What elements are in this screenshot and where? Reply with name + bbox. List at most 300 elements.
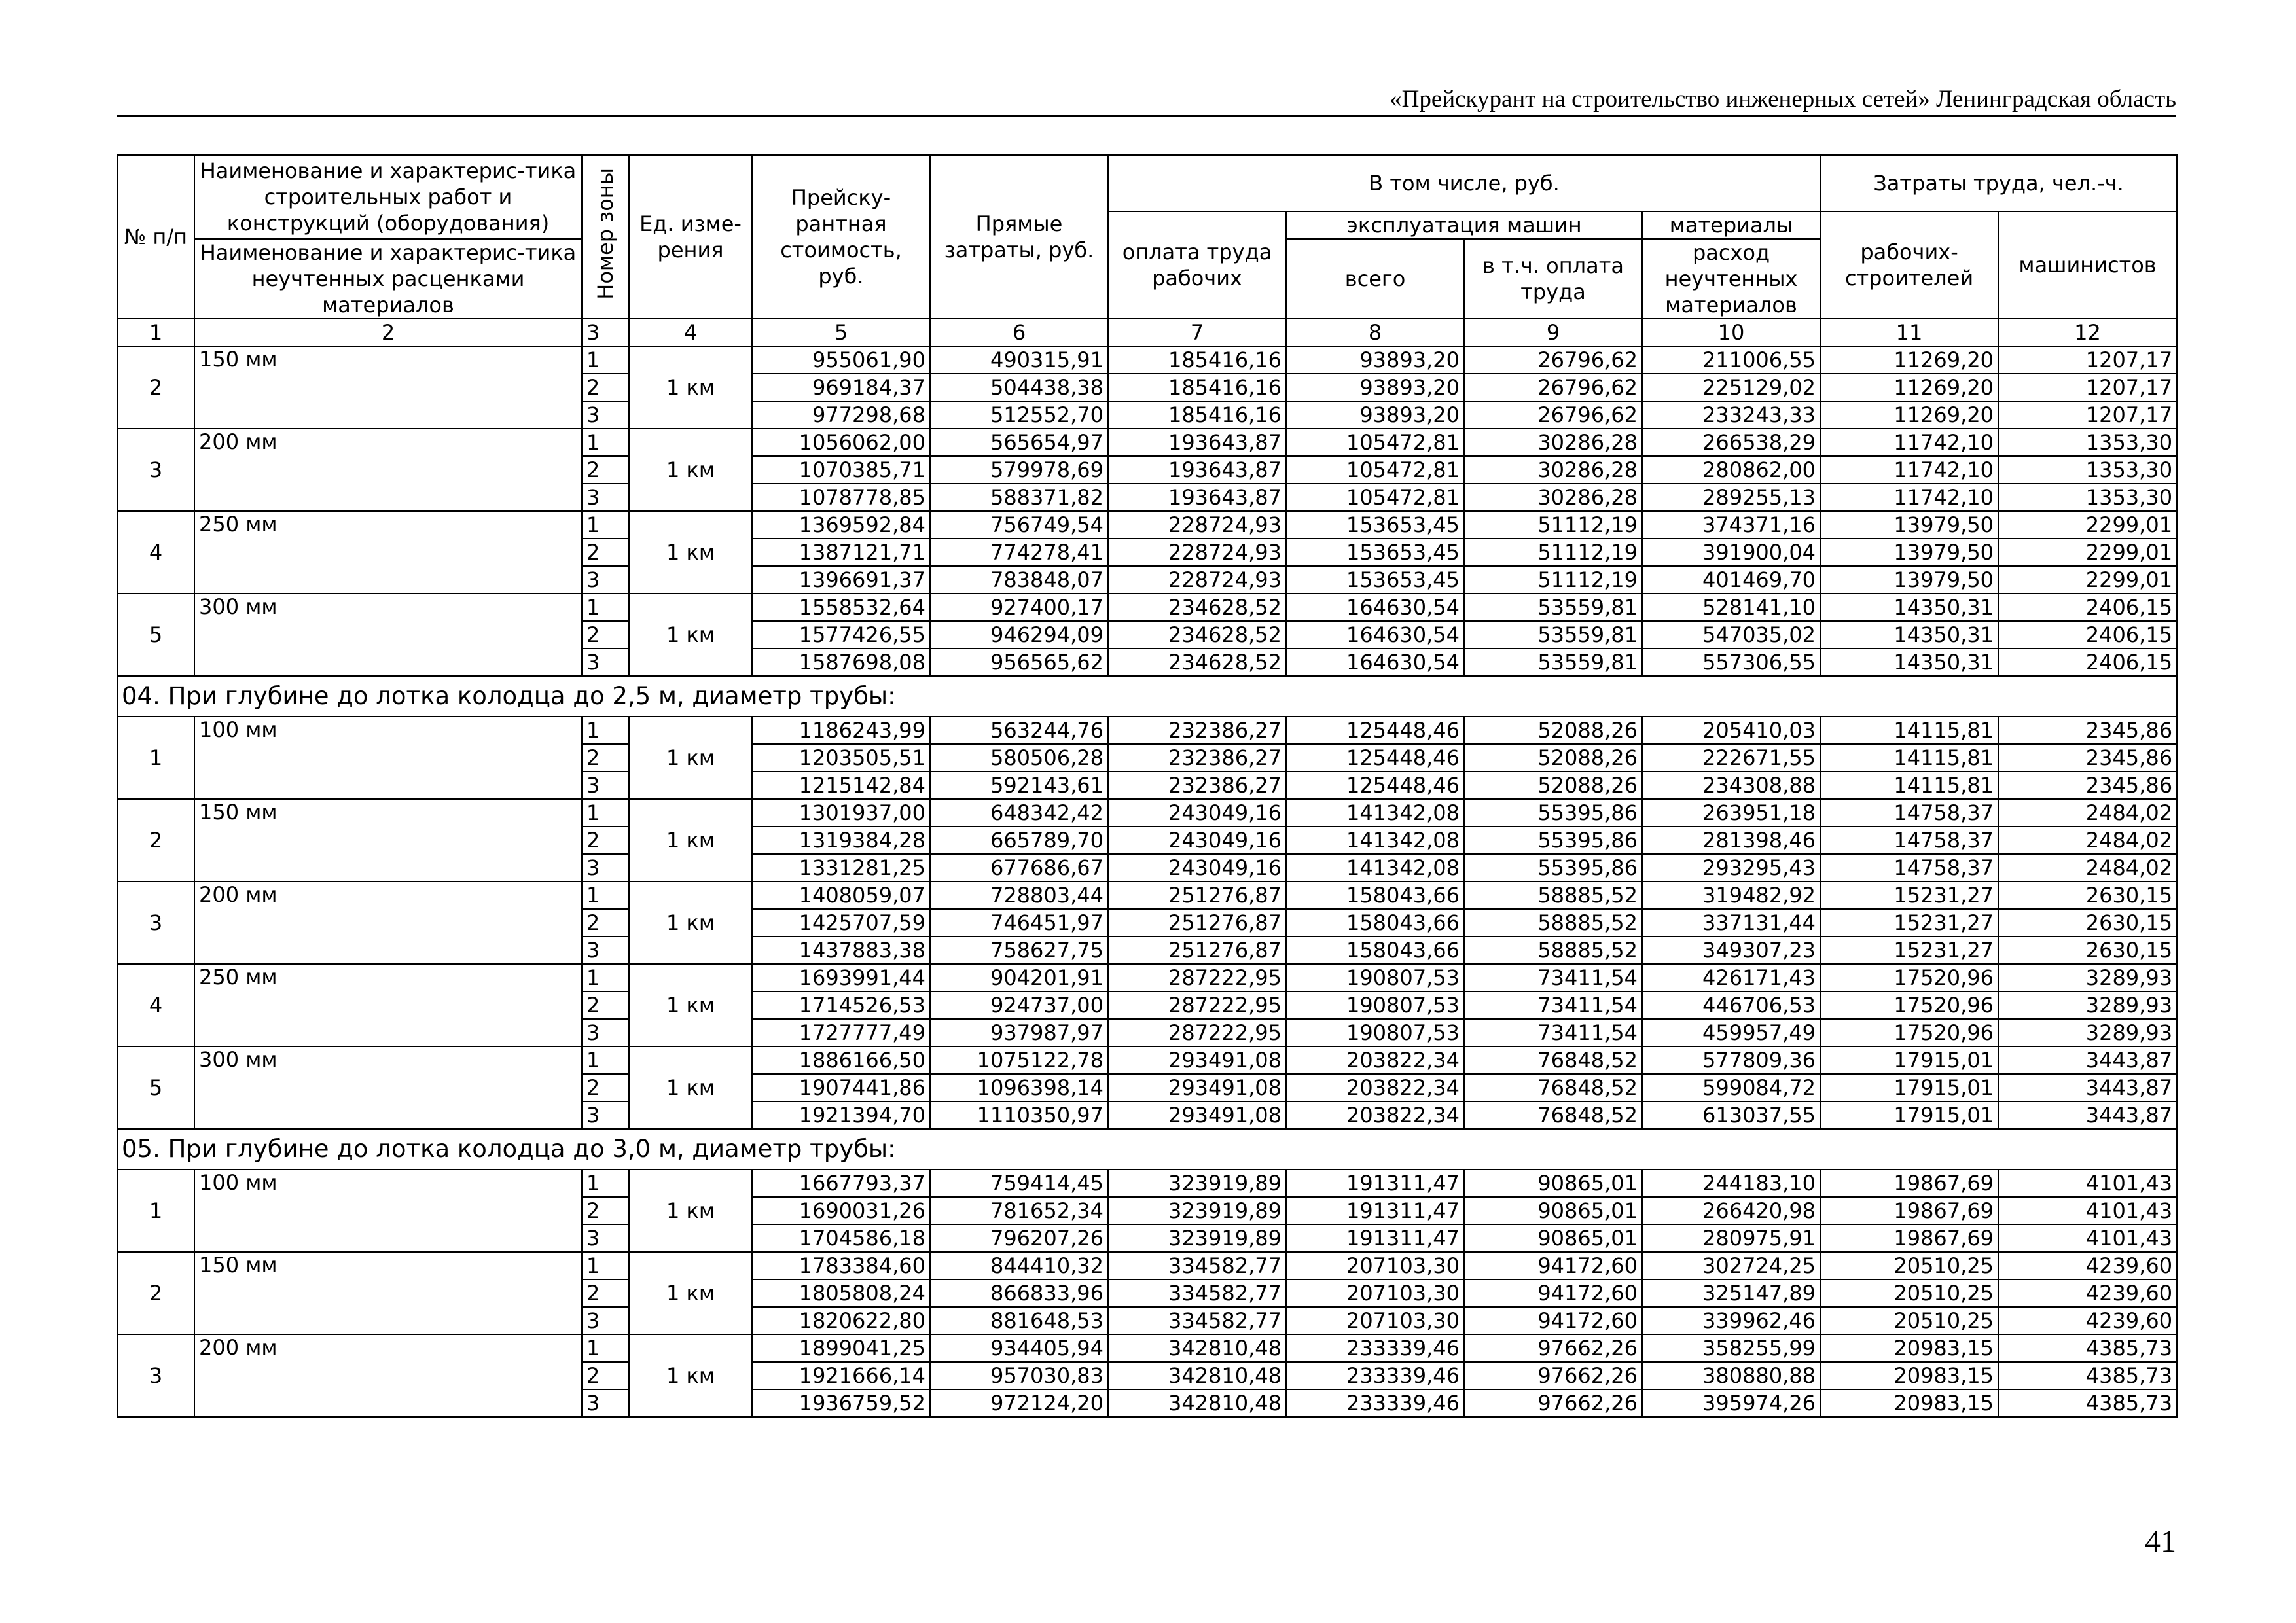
- price-cell: 1319384,28: [752, 827, 930, 854]
- labor-cost-cell: 251276,87: [1108, 909, 1286, 936]
- machines-total-cell: 158043,66: [1286, 909, 1464, 936]
- machines-total-cell: 153653,45: [1286, 511, 1464, 539]
- price-cell: 1936759,52: [752, 1389, 930, 1417]
- table-row: [117, 1334, 2177, 1362]
- machinists-hours-cell: 3289,93: [1998, 991, 2177, 1019]
- workers-hours-cell: 15231,27: [1820, 882, 1998, 909]
- price-cell: 1693991,44: [752, 964, 930, 991]
- price-cell: 1369592,84: [752, 511, 930, 539]
- unit-cell: 1 км: [629, 594, 752, 676]
- row-number: 2: [117, 1252, 194, 1334]
- machines-labor-cell: 55395,86: [1464, 827, 1642, 854]
- workers-hours-cell: 20510,25: [1820, 1252, 1998, 1279]
- header-including: В том числе, руб.: [1108, 155, 1820, 211]
- machines-labor-cell: 58885,52: [1464, 909, 1642, 936]
- machinists-hours-cell: 2299,01: [1998, 566, 2177, 594]
- direct-cost-cell: 728803,44: [930, 882, 1108, 909]
- machines-labor-cell: 76848,52: [1464, 1074, 1642, 1101]
- column-numbers-row: [117, 319, 2177, 346]
- header-machines: эксплуатация машин: [1286, 211, 1642, 239]
- price-cell: 1587698,08: [752, 649, 930, 676]
- labor-cost-cell: 251276,87: [1108, 882, 1286, 909]
- header-name-bottom: Наименование и характерис-тика неучтенных расценками материалов: [194, 239, 582, 319]
- row-number: 5: [117, 594, 194, 676]
- labor-cost-cell: 228724,93: [1108, 511, 1286, 539]
- machines-total-cell: 105472,81: [1286, 484, 1464, 511]
- unit-cell: 1 км: [629, 1334, 752, 1417]
- price-cell: 1215142,84: [752, 772, 930, 799]
- machines-labor-cell: 97662,26: [1464, 1389, 1642, 1417]
- machines-total-cell: 105472,81: [1286, 429, 1464, 456]
- labor-cost-cell: 287222,95: [1108, 991, 1286, 1019]
- table-row: [117, 1046, 2177, 1074]
- zone-cell: 3: [582, 1389, 629, 1417]
- row-number: 5: [117, 1046, 194, 1129]
- row-number: 1: [117, 1169, 194, 1252]
- machines-labor-cell: 97662,26: [1464, 1362, 1642, 1389]
- labor-cost-cell: 234628,52: [1108, 594, 1286, 621]
- materials-cell: 266538,29: [1642, 429, 1820, 456]
- price-cell: 969184,37: [752, 374, 930, 401]
- zone-cell: 2: [582, 1362, 629, 1389]
- machines-total-cell: 191311,47: [1286, 1224, 1464, 1252]
- zone-cell: 3: [582, 566, 629, 594]
- materials-cell: 234308,88: [1642, 772, 1820, 799]
- unit-cell: 1 км: [629, 799, 752, 882]
- machines-labor-cell: 30286,28: [1464, 484, 1642, 511]
- column-number: 7: [1108, 319, 1286, 346]
- workers-hours-cell: 14350,31: [1820, 621, 1998, 649]
- item-name: 100 мм: [194, 1169, 582, 1252]
- direct-cost-cell: 512552,70: [930, 401, 1108, 429]
- machinists-hours-cell: 3289,93: [1998, 964, 2177, 991]
- unit-cell: 1 км: [629, 964, 752, 1046]
- workers-hours-cell: 20983,15: [1820, 1334, 1998, 1362]
- labor-cost-cell: 193643,87: [1108, 456, 1286, 484]
- workers-hours-cell: 19867,69: [1820, 1197, 1998, 1224]
- zone-cell: 1: [582, 717, 629, 744]
- header-price: Прейску-рантная стоимость, руб.: [752, 155, 930, 319]
- zone-cell: 3: [582, 1019, 629, 1046]
- price-cell: 1301937,00: [752, 799, 930, 827]
- direct-cost-cell: 490315,91: [930, 346, 1108, 374]
- zone-cell: 3: [582, 1224, 629, 1252]
- machines-total-cell: 190807,53: [1286, 991, 1464, 1019]
- direct-cost-cell: 946294,09: [930, 621, 1108, 649]
- machinists-hours-cell: 4385,73: [1998, 1362, 2177, 1389]
- machines-total-cell: 153653,45: [1286, 539, 1464, 566]
- machines-labor-cell: 58885,52: [1464, 882, 1642, 909]
- direct-cost-cell: 588371,82: [930, 484, 1108, 511]
- zone-cell: 1: [582, 511, 629, 539]
- workers-hours-cell: 14115,81: [1820, 744, 1998, 772]
- zone-cell: 2: [582, 621, 629, 649]
- header-direct: Прямые затраты, руб.: [930, 155, 1108, 319]
- machinists-hours-cell: 2345,86: [1998, 744, 2177, 772]
- column-number: 9: [1464, 319, 1642, 346]
- price-cell: 1396691,37: [752, 566, 930, 594]
- machines-total-cell: 190807,53: [1286, 964, 1464, 991]
- labor-cost-cell: 185416,16: [1108, 374, 1286, 401]
- header-workers: рабочих-строителей: [1820, 211, 1998, 319]
- unit-cell: 1 км: [629, 882, 752, 964]
- zone-cell: 2: [582, 744, 629, 772]
- price-cell: 1921666,14: [752, 1362, 930, 1389]
- machinists-hours-cell: 2406,15: [1998, 649, 2177, 676]
- item-name: 300 мм: [194, 594, 582, 676]
- unit-cell: 1 км: [629, 1169, 752, 1252]
- direct-cost-cell: 563244,76: [930, 717, 1108, 744]
- machinists-hours-cell: 1353,30: [1998, 429, 2177, 456]
- direct-cost-cell: 956565,62: [930, 649, 1108, 676]
- price-cell: 1437883,38: [752, 936, 930, 964]
- direct-cost-cell: 504438,38: [930, 374, 1108, 401]
- machines-total-cell: 125448,46: [1286, 772, 1464, 799]
- row-number: 2: [117, 799, 194, 882]
- machines-total-cell: 158043,66: [1286, 882, 1464, 909]
- direct-cost-cell: 746451,97: [930, 909, 1108, 936]
- machinists-hours-cell: 4101,43: [1998, 1169, 2177, 1197]
- labor-cost-cell: 323919,89: [1108, 1169, 1286, 1197]
- page-header: «Прейскурант на строительство инженерных сетей» Ленинградская область: [1390, 86, 2176, 113]
- labor-cost-cell: 251276,87: [1108, 936, 1286, 964]
- machinists-hours-cell: 1207,17: [1998, 374, 2177, 401]
- machines-total-cell: 203822,34: [1286, 1101, 1464, 1129]
- workers-hours-cell: 14350,31: [1820, 649, 1998, 676]
- machines-labor-cell: 94172,60: [1464, 1252, 1642, 1279]
- direct-cost-cell: 565654,97: [930, 429, 1108, 456]
- price-cell: 1577426,55: [752, 621, 930, 649]
- zone-cell: 2: [582, 909, 629, 936]
- workers-hours-cell: 19867,69: [1820, 1169, 1998, 1197]
- column-number: 2: [194, 319, 582, 346]
- row-number: 4: [117, 511, 194, 594]
- machines-labor-cell: 52088,26: [1464, 744, 1642, 772]
- direct-cost-cell: 927400,17: [930, 594, 1108, 621]
- workers-hours-cell: 20983,15: [1820, 1389, 1998, 1417]
- materials-cell: 205410,03: [1642, 717, 1820, 744]
- header-num: № п/п: [117, 155, 194, 319]
- machines-total-cell: 164630,54: [1286, 594, 1464, 621]
- machines-labor-cell: 90865,01: [1464, 1169, 1642, 1197]
- machines-total-cell: 158043,66: [1286, 936, 1464, 964]
- item-name: 200 мм: [194, 1334, 582, 1417]
- direct-cost-cell: 580506,28: [930, 744, 1108, 772]
- zone-cell: 3: [582, 401, 629, 429]
- column-number: 8: [1286, 319, 1464, 346]
- machines-labor-cell: 53559,81: [1464, 621, 1642, 649]
- materials-cell: 358255,99: [1642, 1334, 1820, 1362]
- machinists-hours-cell: 4385,73: [1998, 1334, 2177, 1362]
- machinists-hours-cell: 1207,17: [1998, 346, 2177, 374]
- machines-labor-cell: 26796,62: [1464, 374, 1642, 401]
- machines-total-cell: 153653,45: [1286, 566, 1464, 594]
- machines-total-cell: 233339,46: [1286, 1389, 1464, 1417]
- machines-labor-cell: 97662,26: [1464, 1334, 1642, 1362]
- workers-hours-cell: 14758,37: [1820, 799, 1998, 827]
- labor-cost-cell: 232386,27: [1108, 744, 1286, 772]
- machines-total-cell: 203822,34: [1286, 1046, 1464, 1074]
- materials-cell: 613037,55: [1642, 1101, 1820, 1129]
- machines-labor-cell: 51112,19: [1464, 511, 1642, 539]
- materials-cell: 547035,02: [1642, 621, 1820, 649]
- materials-cell: 233243,33: [1642, 401, 1820, 429]
- price-cell: 1056062,00: [752, 429, 930, 456]
- table-row: [117, 964, 2177, 991]
- machines-labor-cell: 53559,81: [1464, 594, 1642, 621]
- machinists-hours-cell: 2345,86: [1998, 717, 2177, 744]
- labor-cost-cell: 243049,16: [1108, 854, 1286, 882]
- row-number: 1: [117, 717, 194, 799]
- workers-hours-cell: 11269,20: [1820, 346, 1998, 374]
- table-row: [117, 799, 2177, 827]
- machines-labor-cell: 94172,60: [1464, 1279, 1642, 1307]
- item-name: 150 мм: [194, 799, 582, 882]
- header-materials: материалы: [1642, 211, 1820, 239]
- machinists-hours-cell: 1207,17: [1998, 401, 2177, 429]
- price-cell: 1727777,49: [752, 1019, 930, 1046]
- machines-total-cell: 164630,54: [1286, 621, 1464, 649]
- labor-cost-cell: 334582,77: [1108, 1279, 1286, 1307]
- item-name: 300 мм: [194, 1046, 582, 1129]
- machinists-hours-cell: 4101,43: [1998, 1197, 2177, 1224]
- direct-cost-cell: 1096398,14: [930, 1074, 1108, 1101]
- table-row: [117, 594, 2177, 621]
- column-number: 11: [1820, 319, 1998, 346]
- machines-total-cell: 125448,46: [1286, 744, 1464, 772]
- unit-cell: 1 км: [629, 717, 752, 799]
- machines-labor-cell: 26796,62: [1464, 401, 1642, 429]
- column-number: 5: [752, 319, 930, 346]
- materials-cell: 349307,23: [1642, 936, 1820, 964]
- price-cell: 1783384,60: [752, 1252, 930, 1279]
- labor-cost-cell: 293491,08: [1108, 1046, 1286, 1074]
- column-number: 12: [1998, 319, 2177, 346]
- machines-labor-cell: 52088,26: [1464, 717, 1642, 744]
- machines-labor-cell: 94172,60: [1464, 1307, 1642, 1334]
- price-cell: 1704586,18: [752, 1224, 930, 1252]
- zone-cell: 1: [582, 594, 629, 621]
- labor-cost-cell: 293491,08: [1108, 1101, 1286, 1129]
- labor-cost-cell: 228724,93: [1108, 566, 1286, 594]
- machinists-hours-cell: 2630,15: [1998, 909, 2177, 936]
- materials-cell: 302724,25: [1642, 1252, 1820, 1279]
- column-number: 6: [930, 319, 1108, 346]
- machines-labor-cell: 76848,52: [1464, 1101, 1642, 1129]
- zone-cell: 1: [582, 799, 629, 827]
- direct-cost-cell: 904201,91: [930, 964, 1108, 991]
- direct-cost-cell: 937987,97: [930, 1019, 1108, 1046]
- workers-hours-cell: 17915,01: [1820, 1074, 1998, 1101]
- materials-cell: 325147,89: [1642, 1279, 1820, 1307]
- workers-hours-cell: 14350,31: [1820, 594, 1998, 621]
- materials-cell: 577809,36: [1642, 1046, 1820, 1074]
- zone-cell: 2: [582, 1197, 629, 1224]
- header-name-top: Наименование и характерис-тика строительных работ и конструкций (оборудования): [194, 155, 582, 239]
- machinists-hours-cell: 3443,87: [1998, 1046, 2177, 1074]
- unit-cell: 1 км: [629, 1252, 752, 1334]
- machines-labor-cell: 55395,86: [1464, 799, 1642, 827]
- zone-cell: 1: [582, 429, 629, 456]
- zone-cell: 1: [582, 1334, 629, 1362]
- zone-cell: 2: [582, 374, 629, 401]
- zone-cell: 3: [582, 936, 629, 964]
- machines-total-cell: 207103,30: [1286, 1252, 1464, 1279]
- header-machinists: машинистов: [1998, 211, 2177, 319]
- labor-cost-cell: 334582,77: [1108, 1252, 1286, 1279]
- price-cell: 1907441,86: [752, 1074, 930, 1101]
- labor-cost-cell: 193643,87: [1108, 429, 1286, 456]
- column-number: 10: [1642, 319, 1820, 346]
- workers-hours-cell: 15231,27: [1820, 909, 1998, 936]
- table-row: [117, 1252, 2177, 1279]
- workers-hours-cell: 11742,10: [1820, 456, 1998, 484]
- page-number: 41: [2145, 1524, 2176, 1559]
- zone-cell: 3: [582, 854, 629, 882]
- price-cell: 1203505,51: [752, 744, 930, 772]
- row-number: 4: [117, 964, 194, 1046]
- machinists-hours-cell: 2484,02: [1998, 827, 2177, 854]
- zone-cell: 1: [582, 964, 629, 991]
- item-name: 250 мм: [194, 511, 582, 594]
- direct-cost-cell: 924737,00: [930, 991, 1108, 1019]
- machines-labor-cell: 55395,86: [1464, 854, 1642, 882]
- materials-cell: 293295,43: [1642, 854, 1820, 882]
- machines-total-cell: 203822,34: [1286, 1074, 1464, 1101]
- zone-cell: 2: [582, 539, 629, 566]
- price-cell: 1387121,71: [752, 539, 930, 566]
- machines-total-cell: 233339,46: [1286, 1334, 1464, 1362]
- unit-cell: 1 км: [629, 429, 752, 511]
- materials-cell: 395974,26: [1642, 1389, 1820, 1417]
- column-number: 4: [629, 319, 752, 346]
- price-cell: 1070385,71: [752, 456, 930, 484]
- price-cell: 977298,68: [752, 401, 930, 429]
- materials-cell: 391900,04: [1642, 539, 1820, 566]
- price-cell: 1690031,26: [752, 1197, 930, 1224]
- workers-hours-cell: 13979,50: [1820, 539, 1998, 566]
- materials-cell: 528141,10: [1642, 594, 1820, 621]
- workers-hours-cell: 15231,27: [1820, 936, 1998, 964]
- machines-labor-cell: 51112,19: [1464, 566, 1642, 594]
- labor-cost-cell: 287222,95: [1108, 964, 1286, 991]
- section-header-row: [117, 1129, 2177, 1169]
- machinists-hours-cell: 2484,02: [1998, 799, 2177, 827]
- machines-total-cell: 233339,46: [1286, 1362, 1464, 1389]
- materials-cell: 401469,70: [1642, 566, 1820, 594]
- materials-cell: 280862,00: [1642, 456, 1820, 484]
- workers-hours-cell: 13979,50: [1820, 511, 1998, 539]
- direct-cost-cell: 648342,42: [930, 799, 1108, 827]
- header-zone: [582, 155, 629, 319]
- labor-cost-cell: 287222,95: [1108, 1019, 1286, 1046]
- machines-total-cell: 93893,20: [1286, 374, 1464, 401]
- direct-cost-cell: 579978,69: [930, 456, 1108, 484]
- labor-cost-cell: 228724,93: [1108, 539, 1286, 566]
- workers-hours-cell: 14115,81: [1820, 772, 1998, 799]
- header-machines-labor: в т.ч. оплата труда: [1464, 239, 1642, 319]
- price-cell: 1667793,37: [752, 1169, 930, 1197]
- direct-cost-cell: 957030,83: [930, 1362, 1108, 1389]
- materials-cell: 337131,44: [1642, 909, 1820, 936]
- header-labor: Затраты труда, чел.-ч.: [1820, 155, 2177, 211]
- workers-hours-cell: 17520,96: [1820, 991, 1998, 1019]
- machines-labor-cell: 53559,81: [1464, 649, 1642, 676]
- price-cell: 1820622,80: [752, 1307, 930, 1334]
- zone-cell: 3: [582, 484, 629, 511]
- materials-cell: 426171,43: [1642, 964, 1820, 991]
- row-number: 3: [117, 1334, 194, 1417]
- labor-cost-cell: 323919,89: [1108, 1197, 1286, 1224]
- table-body: [117, 319, 2177, 1417]
- machinists-hours-cell: 4385,73: [1998, 1389, 2177, 1417]
- materials-cell: 339962,46: [1642, 1307, 1820, 1334]
- column-number: 3: [582, 319, 629, 346]
- machines-total-cell: 207103,30: [1286, 1307, 1464, 1334]
- unit-cell: 1 км: [629, 346, 752, 429]
- direct-cost-cell: 758627,75: [930, 936, 1108, 964]
- machines-labor-cell: 51112,19: [1464, 539, 1642, 566]
- row-number: 3: [117, 882, 194, 964]
- table-row: [117, 882, 2177, 909]
- header-materials-sub: расход неучтенных материалов: [1642, 239, 1820, 319]
- column-number: 1: [117, 319, 194, 346]
- direct-cost-cell: 866833,96: [930, 1279, 1108, 1307]
- machinists-hours-cell: 3289,93: [1998, 1019, 2177, 1046]
- labor-cost-cell: 243049,16: [1108, 827, 1286, 854]
- labor-cost-cell: 342810,48: [1108, 1362, 1286, 1389]
- header-labor-cost: оплата труда рабочих: [1108, 211, 1286, 319]
- machines-total-cell: 93893,20: [1286, 401, 1464, 429]
- materials-cell: 380880,88: [1642, 1362, 1820, 1389]
- item-name: 100 мм: [194, 717, 582, 799]
- table-row: [117, 717, 2177, 744]
- price-cell: 1886166,50: [752, 1046, 930, 1074]
- workers-hours-cell: 17915,01: [1820, 1046, 1998, 1074]
- machines-total-cell: 141342,08: [1286, 854, 1464, 882]
- machines-total-cell: 191311,47: [1286, 1197, 1464, 1224]
- machines-labor-cell: 30286,28: [1464, 429, 1642, 456]
- labor-cost-cell: 293491,08: [1108, 1074, 1286, 1101]
- machines-total-cell: 93893,20: [1286, 346, 1464, 374]
- item-name: 150 мм: [194, 1252, 582, 1334]
- materials-cell: 263951,18: [1642, 799, 1820, 827]
- table-row: [117, 429, 2177, 456]
- workers-hours-cell: 14758,37: [1820, 827, 1998, 854]
- machines-total-cell: 190807,53: [1286, 1019, 1464, 1046]
- materials-cell: 459957,49: [1642, 1019, 1820, 1046]
- row-number: 2: [117, 346, 194, 429]
- zone-cell: 1: [582, 1046, 629, 1074]
- machinists-hours-cell: 2406,15: [1998, 594, 2177, 621]
- materials-cell: 319482,92: [1642, 882, 1820, 909]
- machinists-hours-cell: 1353,30: [1998, 484, 2177, 511]
- workers-hours-cell: 20510,25: [1820, 1279, 1998, 1307]
- zone-cell: 1: [582, 882, 629, 909]
- price-cell: 1805808,24: [752, 1279, 930, 1307]
- machines-labor-cell: 52088,26: [1464, 772, 1642, 799]
- direct-cost-cell: 756749,54: [930, 511, 1108, 539]
- zone-cell: 3: [582, 1101, 629, 1129]
- machines-total-cell: 191311,47: [1286, 1169, 1464, 1197]
- machines-labor-cell: 73411,54: [1464, 964, 1642, 991]
- machinists-hours-cell: 2299,01: [1998, 539, 2177, 566]
- machinists-hours-cell: 4239,60: [1998, 1279, 2177, 1307]
- direct-cost-cell: 665789,70: [930, 827, 1108, 854]
- price-cell: 955061,90: [752, 346, 930, 374]
- header-unit: Ед. изме-рения: [629, 155, 752, 319]
- zone-cell: 3: [582, 649, 629, 676]
